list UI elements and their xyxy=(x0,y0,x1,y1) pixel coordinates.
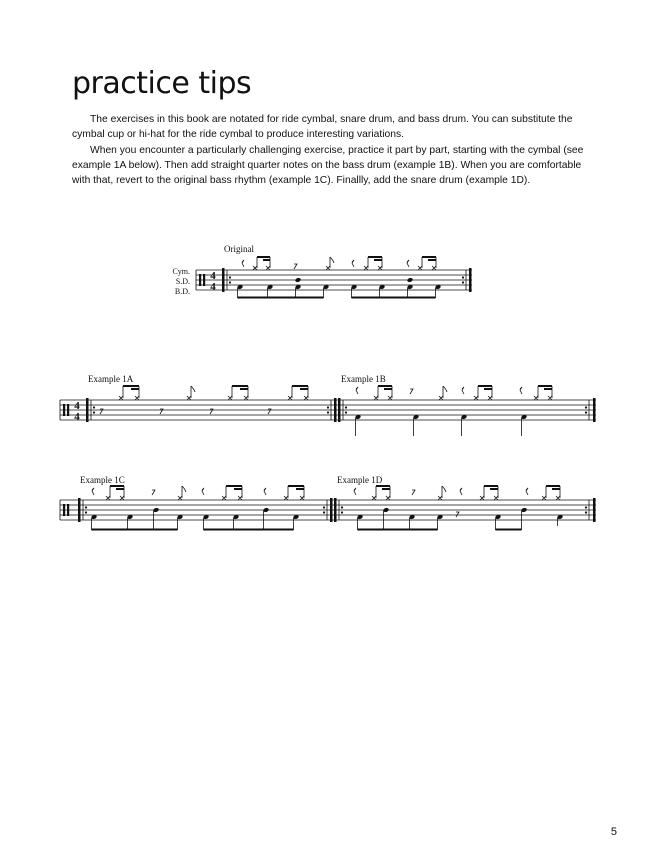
page-title: practice tips xyxy=(72,66,252,101)
example-1b-bass-quarters xyxy=(355,414,528,436)
example-1c-label: Example 1C xyxy=(80,475,125,485)
time-signature-bottom: 4 xyxy=(210,281,216,293)
example-1c-bass xyxy=(91,507,300,530)
example-1b-cymbal xyxy=(356,386,552,400)
example-1a-label: Example 1A xyxy=(88,374,134,384)
bass-drum-rhythm xyxy=(237,284,442,298)
instrument-label-bass: B.D. xyxy=(174,287,190,296)
example-1a-1b-staff xyxy=(60,374,596,436)
time-signature-bottom: 4 xyxy=(74,411,80,423)
instrument-label-snare: S.D. xyxy=(175,277,190,286)
original-staff-group xyxy=(172,244,472,298)
staff-lines xyxy=(60,500,596,520)
example-1c-cymbal xyxy=(92,486,304,500)
staff-lines xyxy=(60,400,596,420)
instrument-label-cymbal: Cym. xyxy=(172,267,190,276)
original-label: Original xyxy=(224,244,254,254)
example-1d-label: Example 1D xyxy=(337,475,383,485)
page-number: 5 xyxy=(610,826,617,838)
example-1c-1d-staff xyxy=(60,475,596,530)
example-1d-cymbal xyxy=(354,486,560,500)
example-1b-label: Example 1B xyxy=(341,374,386,384)
intro-paragraph-2: When you encounter a particularly challenging exercise, practice it part by part, starting with the cymbal (see example 1A below). Then add straight quarter notes on the bass drum (example 1B). When you are comfortable with that, revert to the original bass rhythm (example 1C). Finallly, add the snare drum (example 1D). xyxy=(72,144,584,187)
time-signature-top: 4 xyxy=(210,270,216,282)
cymbal-rhythm xyxy=(242,257,436,270)
example-1d-bass-snare xyxy=(357,507,564,530)
time-signature-top: 4 xyxy=(74,400,80,412)
intro-paragraph-1: The exercises in this book are notated for ride cymbal, snare drum, and bass drum. You can substitute the cymbal cup or hi-hat for the ride cymbal to produce interesting variations. xyxy=(72,114,573,141)
